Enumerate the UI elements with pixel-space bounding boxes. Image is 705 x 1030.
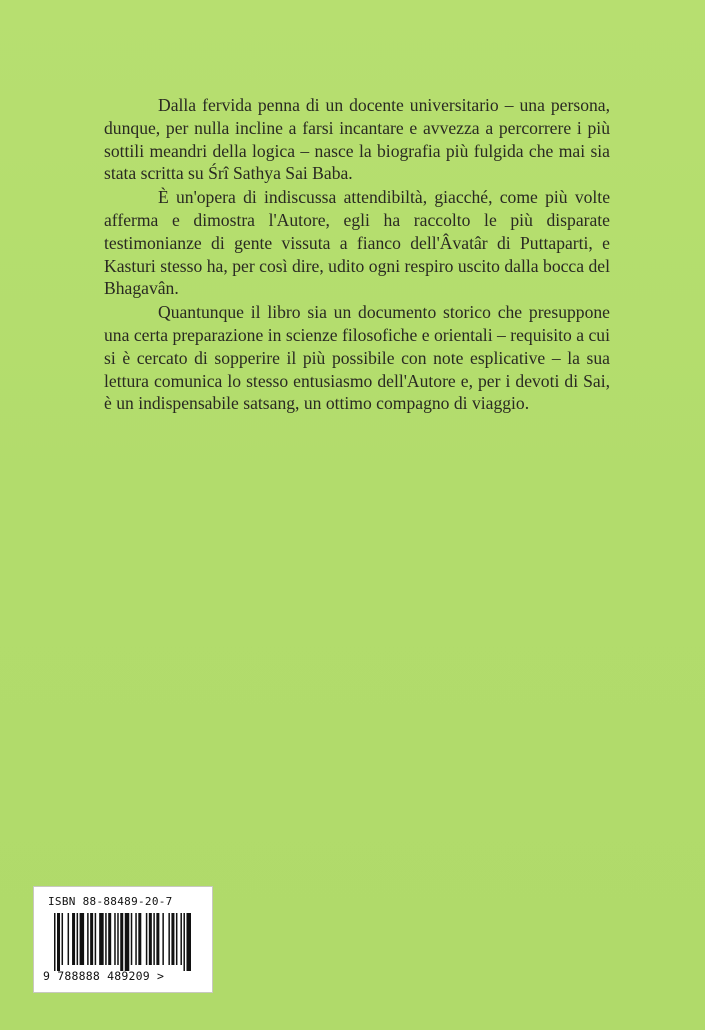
barcode-stripe — [168, 913, 170, 965]
barcode-stripe — [135, 913, 137, 965]
barcode-stripe — [68, 913, 70, 965]
barcode-stripe — [120, 913, 123, 971]
barcode-stripe — [99, 913, 104, 965]
barcode-stripe — [117, 913, 119, 965]
barcode-stripe — [186, 913, 191, 971]
barcode-stripe — [183, 913, 185, 971]
barcode-stripe — [162, 913, 164, 965]
barcode-stripe — [114, 913, 116, 965]
barcode-stripe — [62, 913, 64, 965]
barcode-stripe — [87, 913, 89, 965]
barcode-stripe — [149, 913, 152, 965]
blurb-text — [104, 94, 610, 415]
blurb-paragraph-1: Dalla fervida penna di un docente universitario – una persona, dunque, per nulla incline a farsi incantare e avvezza a percorrere i più sottili meandri della logica – nasce la biografia più fulgida che mai sia stata scritta su Śrî Sathya Sai Baba. — [104, 95, 610, 184]
barcode-stripe — [90, 913, 93, 965]
barcode-stripe — [108, 913, 111, 965]
barcode-stripe — [156, 913, 159, 965]
blurb-paragraph-2: È un'opera di indiscussa attendibiltà, giacché, come più volte afferma e dimostra l'Autore, egli ha raccolto le più disparate testimonianze di gente vissuta a fianco dell'Âvatâr di Puttaparti, e Kasturi stesso ha, per così dire, udito ogni respiro uscito dalla bocca del Bhagavân. — [104, 187, 610, 299]
barcode-bars — [54, 913, 194, 971]
barcode-stripe — [57, 913, 60, 971]
barcode-stripe — [131, 913, 133, 965]
barcode-label — [33, 886, 213, 993]
barcode-stripe — [153, 913, 155, 965]
barcode-digits: 9 788888 489209 > — [43, 969, 165, 983]
barcode-stripe — [146, 913, 148, 965]
barcode-stripe — [80, 913, 85, 965]
barcode-stripe — [95, 913, 97, 965]
barcode-stripe — [105, 913, 107, 965]
blurb-paragraph-3: Quantunque il libro sia un documento storico che presuppone una certa preparazione in scienze filosofiche e orientali – requisito a cui si è cercato di sopperire il più possibile con note esplicative – la sua lettura comunica lo stesso entusiasmo dell'Autore e, per i devoti di Sai, è un indispensabile satsang, un ottimo compagno di viaggio. — [104, 302, 610, 414]
isbn-number: ISBN 88-88489-20-7 — [48, 895, 173, 908]
barcode-stripe — [138, 913, 141, 965]
barcode-stripe — [171, 913, 174, 965]
barcode-stripe — [72, 913, 75, 965]
barcode-stripe — [54, 913, 56, 971]
barcode-stripe — [125, 913, 130, 971]
barcode-stripe — [77, 913, 79, 965]
barcode-stripe — [176, 913, 178, 965]
barcode-stripe — [180, 913, 182, 965]
